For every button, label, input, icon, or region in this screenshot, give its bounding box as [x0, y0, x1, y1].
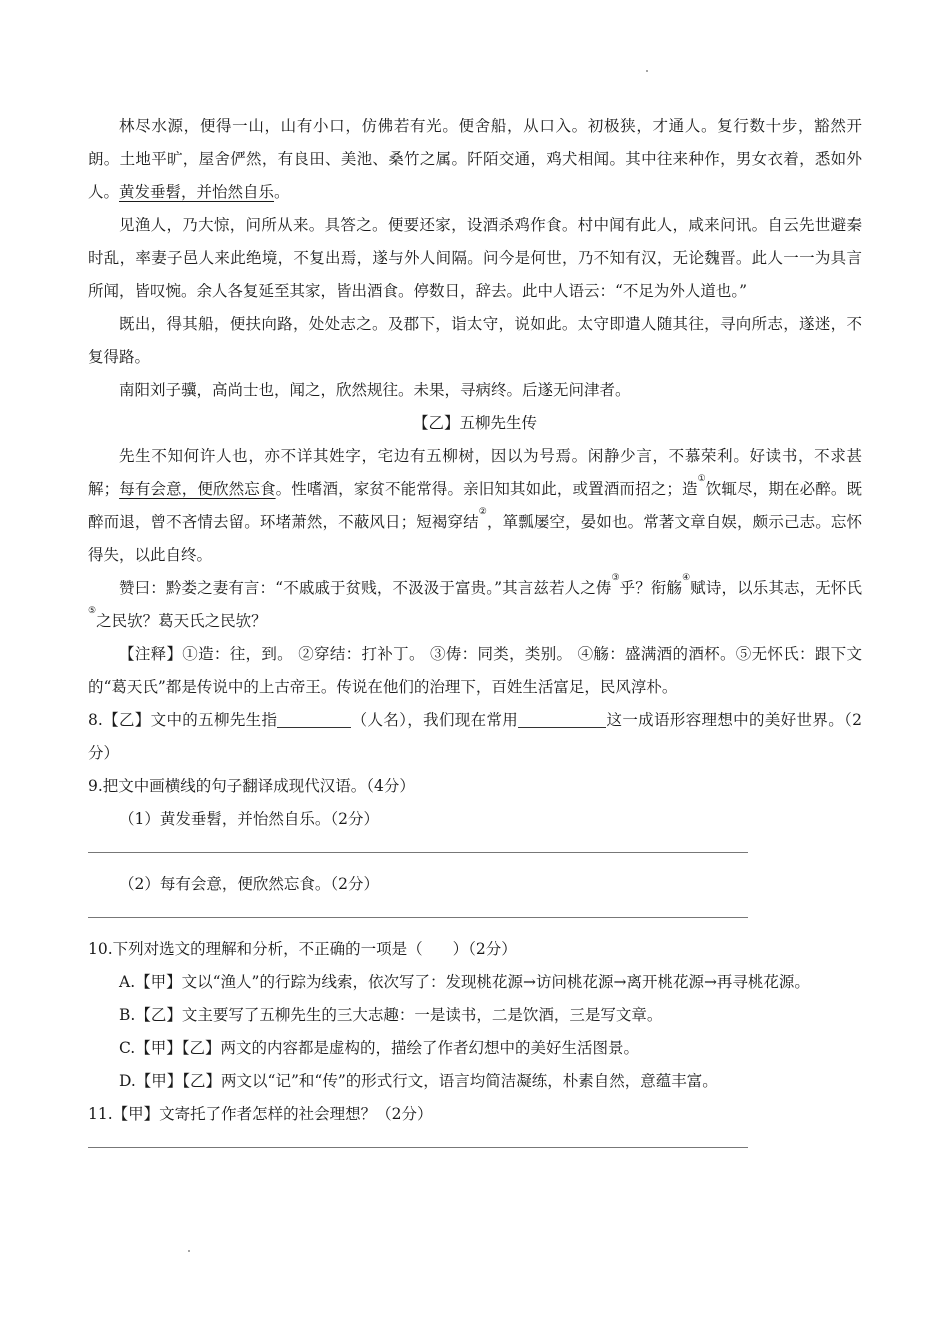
question-9: 9.把文中画横线的句子翻译成现代汉语。（4分）: [88, 777, 415, 795]
question-9-2: （2）每有会意，便欣然忘食。（2分）: [119, 875, 379, 893]
answer-line-11[interactable]: [88, 1131, 862, 1163]
text: 林尽水源，便得一山，山有小口，仿佛若有光。便舍船，从口入。初极狭，才通人。复行数十步，豁然开朗。土地平旷，屋舍俨然，有良田、美池、桑竹之属。阡陌交通，鸡犬相闻。其中往来种作，男女衣着，悉如外人。: [88, 117, 862, 201]
answer-line-9-1[interactable]: [88, 836, 862, 868]
text: 。性嗜酒，家贫不能常得。亲旧知其如此，或置酒而招之；造: [275, 480, 698, 498]
text: 饮辄尽，期在必醉。既醉而退，曾不吝情去留。环堵萧然，不蔽风日；短褐穿结: [88, 480, 862, 531]
footnote-marker: ③: [611, 573, 620, 583]
question-9-1: （1）黄发垂髫，并怡然自乐。（2分）: [119, 810, 379, 828]
passage-yi-paragraph-1: [88, 440, 862, 572]
text: 10.下列对选文的理解和分析，不正确的一项是（: [88, 940, 423, 958]
footnote-marker: ⑤: [88, 606, 97, 616]
document-body: [88, 110, 862, 1163]
text: 乎？衔觞: [619, 579, 683, 597]
text: 。: [274, 183, 290, 201]
text: 先生不知何许人也，亦不详其姓字，宅边有五柳树，因以为号焉。闲静少言，不慕荣利。好读书，不求甚解；: [88, 447, 862, 498]
text: ）（2分）: [452, 940, 517, 958]
footnote-marker: ④: [682, 573, 691, 583]
option-d: D.【甲】【乙】两文以“记”和“传”的形式行文，语言均简洁凝练，朴素自然，意蕴丰富。: [119, 1072, 718, 1090]
footnote-marker: ②: [478, 507, 487, 517]
text: 这一成语形容理想中的美好世界。（2分）: [88, 711, 862, 762]
fill-blank-name[interactable]: [277, 709, 351, 728]
annotation-notes: 【注释】①造：往，到。 ②穿结：打补丁。 ③俦：同类，类别。 ④觞：盛满酒的酒杯。⑤无怀氏：跟下文的“葛天氏”都是传说中的上古帝王。传说在他们的治理下，百姓生活富足，民风淳朴。: [88, 645, 862, 696]
fill-blank-idiom[interactable]: [518, 709, 606, 728]
passage-jia-paragraph-2: 见渔人，乃大惊，问所从来。具答之。便要还家，设酒杀鸡作食。村中闻有此人，咸来问讯。自云先世避秦时乱，率妻子邑人来此绝境，不复出焉，遂与外人间隔。问今是何世，乃不知有汉，无论魏晋。此人一一为具言所闻，皆叹惋。余人各复延至其家，皆出酒食。停数日，辞去。此中人语云：“不足为外人道也。”: [88, 216, 862, 300]
option-b: B.【乙】文主要写了五柳先生的三大志趣：一是读书，二是饮酒，三是写文章。: [119, 1006, 663, 1024]
option-a: A.【甲】文以“渔人”的行踪为线索，依次写了：发现桃花源→访问桃花源→离开桃花源→再寻桃花源。: [119, 973, 810, 991]
question-8: [88, 704, 862, 770]
text: 8.【乙】文中的五柳先生指: [88, 711, 278, 729]
text: ，箪瓢屡空，晏如也。常著文章自娱，颇示己志。忘怀得失，以此自终。: [88, 513, 862, 564]
scan-dot: [646, 70, 648, 72]
text: 之民欤？葛天氏之民欤？: [96, 612, 267, 630]
passage-jia-paragraph-3: 既出，得其船，便扶向路，处处志之。及郡下，诣太守，说如此。太守即遣人随其往，寻向所志，遂迷，不复得路。: [88, 315, 862, 366]
passage-jia-paragraph-4: 南阳刘子骥，高尚士也，闻之，欣然规往。未果，寻病终。后遂无问津者。: [119, 381, 631, 399]
option-c: C.【甲】【乙】两文的内容都是虚构的，描绘了作者幻想中的美好生活图景。: [119, 1039, 639, 1057]
text: 赋诗，以乐其志，无怀氏: [690, 579, 862, 597]
text: 赞曰：黔娄之妻有言：“不戚戚于贫贱，不汲汲于富贵。”其言兹若人之俦: [119, 579, 612, 597]
question-11: 11.【甲】文寄托了作者怎样的社会理想？（2分）: [88, 1105, 433, 1123]
scan-dot: [188, 1250, 190, 1252]
footnote-marker: ①: [697, 474, 706, 484]
passage-jia-paragraph-1: [88, 110, 862, 209]
underlined-sentence: 黄发垂髫，并怡然自乐: [119, 183, 275, 201]
passage-yi-title: 【乙】五柳先生传: [412, 414, 537, 432]
underlined-sentence: 每有会意，便欣然忘食: [119, 480, 276, 498]
answer-line-9-2[interactable]: [88, 901, 862, 933]
question-10: [88, 933, 862, 966]
text: （人名），我们现在常用: [351, 711, 519, 729]
passage-yi-paragraph-2: [88, 572, 862, 638]
